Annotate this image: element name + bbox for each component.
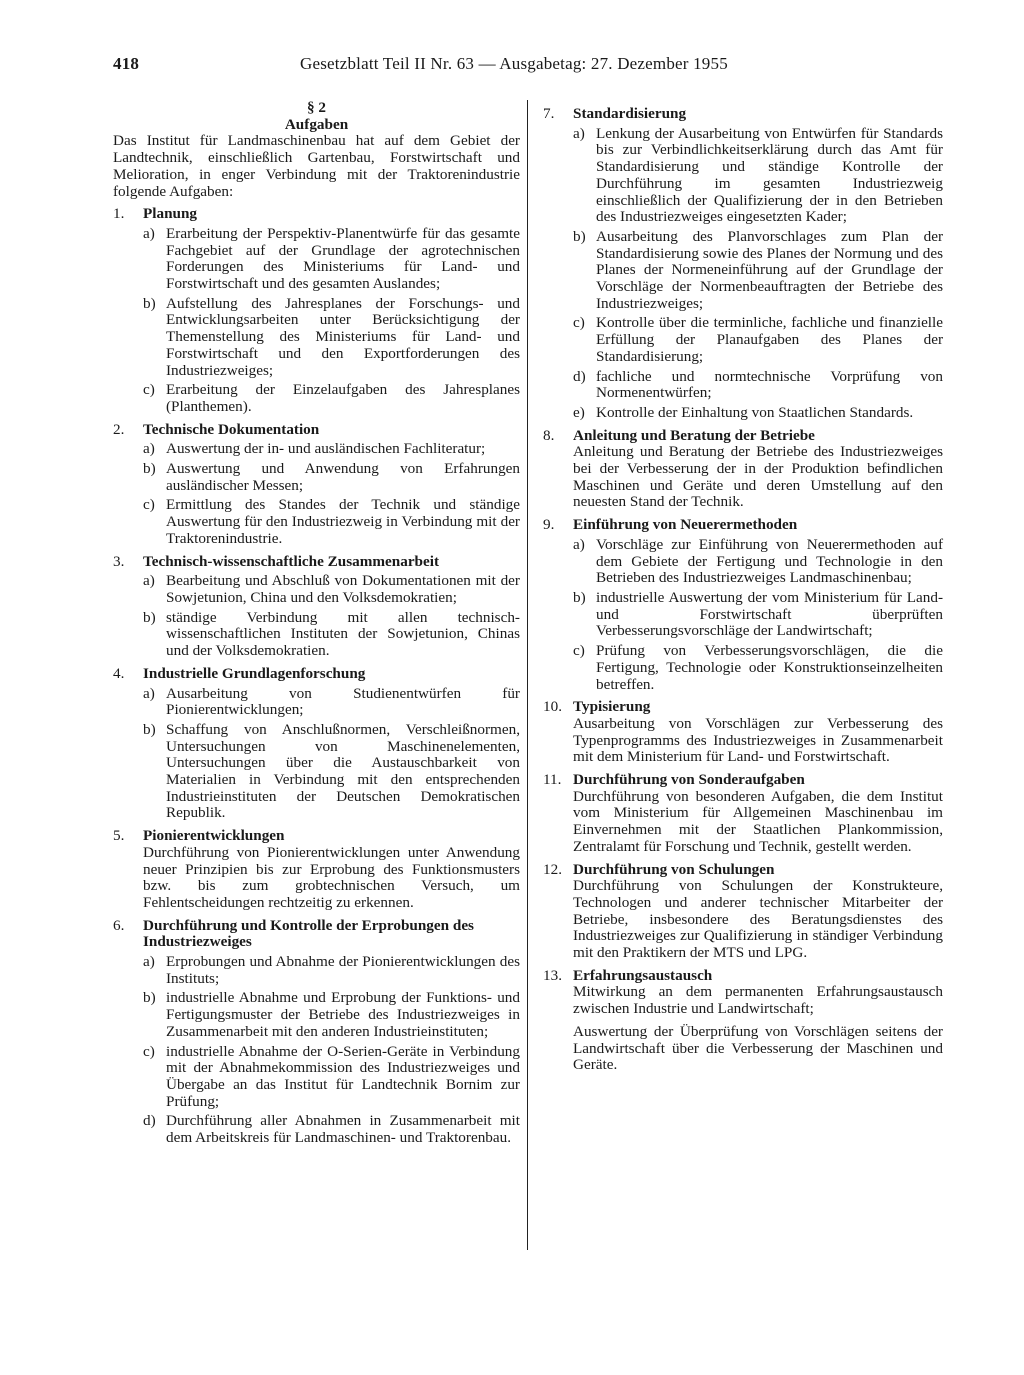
item-body: Mitwirkung an dem permanenten Erfahrungsaustausch zwischen Industrie und Landwirtschaft; — [573, 983, 943, 1018]
sub-item-label: b) — [143, 989, 156, 1007]
right-item-list — [543, 106, 943, 1074]
sub-item — [143, 461, 520, 494]
sub-item — [143, 610, 520, 660]
sub-item-text: industrielle Auswertung der vom Ministerium für Land- und Forstwirtschaft überprüften Verbesserungsvorschläge der Landwirtschaft; — [596, 588, 943, 640]
item-number: 8. — [543, 426, 555, 444]
item-heading: Anleitung und Beratung der Betriebe — [573, 426, 815, 444]
sub-item-label: d) — [573, 367, 586, 385]
sub-item — [573, 643, 943, 693]
item-number: 3. — [113, 552, 125, 570]
sub-item-label: b) — [143, 720, 156, 738]
sub-item — [143, 686, 520, 719]
page-number: 418 — [113, 54, 140, 73]
item-heading: Planung — [143, 205, 198, 223]
item-body: Auswertung der Überprüfung von Vorschlägen seitens der Landwirtschaft über die Verbesserung der Maschinen und Geräte. — [573, 1022, 943, 1074]
sub-item-label: a) — [573, 124, 585, 142]
sub-item-label: a) — [143, 440, 155, 458]
list-item — [113, 918, 520, 1147]
list-item — [113, 206, 520, 415]
list-item — [113, 554, 520, 660]
list-item — [543, 968, 943, 1074]
sub-item-label: d) — [143, 1112, 156, 1130]
sub-item-label: b) — [143, 608, 156, 626]
item-heading: Durchführung von Sonderaufgaben — [573, 771, 805, 789]
sub-item-label: c) — [143, 381, 155, 399]
sub-item-text: Ermittlung des Standes der Technik und ständige Auswertung für den Industriezweig in Verbindung mit der Traktorenindustrie. — [166, 496, 520, 547]
sub-item-text: Prüfung von Verbesserungsvorschlägen, die die Fertigung, Technologie oder Konstruktionseinzelheiten betreffen. — [596, 642, 943, 693]
item-body: Anleitung und Beratung der Betriebe des Industriezweiges bei der Verbesserung der in der Produktion befindlichen Maschinen und Geräte und deren Umstellung auf den neuesten Stand der Technik. — [573, 443, 943, 511]
sub-item-text: ständige Verbindung mit allen technisch-wissenschaftlichen Instituten der Sowjetunion, Chinas und der Volksdemokratien. — [166, 608, 520, 660]
sub-item-text: Aufstellung des Jahresplanes der Forschungs- und Entwicklungsarbeiten unter Berücksichtigung der Themenstellung des Ministeriums für Land- und Forstwirtschaft und den Exportforderungen des Industriezweiges; — [166, 294, 520, 379]
sub-item — [573, 537, 943, 587]
sub-item — [573, 126, 943, 226]
right-column — [543, 100, 943, 1074]
item-number: 6. — [113, 916, 125, 934]
list-item — [543, 772, 943, 856]
item-number: 9. — [543, 516, 555, 534]
item-heading: Technische Dokumentation — [143, 420, 320, 438]
left-item-list — [113, 206, 520, 1147]
item-number: 7. — [543, 105, 555, 122]
sub-item-text: Kontrolle der Einhaltung von Staatlichen Standards. — [596, 403, 914, 421]
left-column — [113, 100, 520, 1147]
sub-item-text: fachliche und normtechnische Vorprüfung von Normenentwürfen; — [596, 367, 943, 402]
sub-item — [143, 1044, 520, 1111]
sub-item-text: Schaffung von Anschlußnormen, Verschleißnormen, Untersuchungen von Maschinenelementen, Untersuchungen über die Austauschbarkeit von Materialien in Verbindung mit den entsprechenden Industrieinstituten der Deutschen Demokratischen Republik. — [166, 720, 520, 822]
sub-item-label: b) — [573, 588, 586, 606]
sub-item-label: c) — [573, 314, 585, 332]
sub-item-label: a) — [573, 535, 585, 553]
list-item — [543, 106, 943, 422]
item-number: 12. — [543, 860, 562, 878]
sub-item — [143, 1113, 520, 1146]
sub-item-label: b) — [573, 227, 586, 245]
item-heading: Typisierung — [573, 698, 651, 716]
sub-item-text: Durchführung aller Abnahmen in Zusammenarbeit mit dem Arbeitskreis für Landmaschinen- und Traktorenbau. — [166, 1112, 520, 1147]
page-header — [113, 54, 913, 80]
sub-item — [143, 573, 520, 606]
sub-item-text: Erarbeitung der Einzelaufgaben des Jahresplanes (Planthemen). — [166, 381, 520, 415]
sub-item-text: Erprobungen und Abnahme der Pionierentwicklungen des Instituts; — [166, 953, 520, 987]
gazette-title: Gesetzblatt Teil II Nr. 63 — Ausgabetag: 27. Dezember 1955 — [300, 54, 728, 73]
sub-item-text: Auswertung und Anwendung von Erfahrungen ausländischer Messen; — [166, 460, 520, 494]
sub-item — [573, 405, 943, 422]
list-item — [543, 699, 943, 766]
sub-item-label: c) — [143, 1042, 155, 1060]
item-number: 11. — [543, 771, 562, 789]
item-heading: Einführung von Neuerermethoden — [573, 516, 798, 534]
sub-item-text: Kontrolle über die terminliche, fachliche und finanzielle Erfüllung der Planaufgaben des Planes der Standardisierung; — [596, 314, 943, 365]
section-number: § 2 — [307, 99, 326, 116]
item-heading: Industrielle Grundlagenforschung — [143, 664, 366, 682]
sub-item-label: e) — [573, 403, 585, 421]
sub-item — [143, 296, 520, 380]
item-heading: Erfahrungsaustausch — [573, 966, 713, 984]
sub-item-label: b) — [143, 460, 156, 478]
sub-item-text: industrielle Abnahme und Erprobung der Funktions- und Fertigungsmuster der Betriebe des Industriezweiges in Zusammenarbeit mit den anderen Industrieinstituten; — [166, 989, 520, 1040]
sub-item-label: c) — [573, 642, 585, 660]
sub-item — [143, 497, 520, 547]
item-heading: Durchführung von Schulungen — [573, 860, 775, 878]
sub-item-text: Vorschläge zur Einführung von Neuerermethoden auf dem Gebiete der Fertigung und Technologie in den Betrieben des Industriezweiges Landmaschinenbau; — [596, 535, 943, 587]
sub-item-label: b) — [143, 294, 156, 312]
sub-item-text: Bearbeitung und Abschluß von Dokumentationen mit der Sowjetunion, China und den Volksdemokratien; — [166, 572, 520, 606]
sub-item-text: Ausarbeitung von Studienentwürfen für Pionierentwicklungen; — [166, 684, 520, 719]
sub-item-text: industrielle Abnahme der O-Serien-Geräte in Verbindung mit der Abnahmekommission des Industriezweiges und Übergabe an das Institut für Landtechnik Bornim zur Prüfung; — [166, 1042, 520, 1110]
list-item — [543, 428, 943, 512]
sub-item-text: Lenkung der Ausarbeitung von Entwürfen für Standards bis zur Verbindlichkeitserklärung durch das Amt für Standardisierung und ständige Kontrolle der Durchführung im gesamten Industriezweig einschließlich der Qualifizierung der in den Betrieben des Industriezweiges eingesetzten Kader; — [596, 124, 943, 226]
sub-item — [573, 315, 943, 365]
list-item — [113, 422, 520, 548]
sub-item-text: Erarbeitung der Perspektiv-Planentwürfe für das gesamte Fachgebiet auf der Grundlage der agrotechnischen Forderungen des Ministeriums für Land- und Forstwirtschaft und des gesamten Auslandes; — [166, 224, 520, 293]
section-intro: Das Institut für Landmaschinenbau hat auf dem Gebiet der Landtechnik, einschließlich Gartenbau, Forstwirtschaft und Melioration, in enger Verbindung mit der Traktorenindustrie folgende Aufgaben: — [113, 132, 520, 200]
sub-item-label: a) — [143, 953, 155, 971]
sub-item — [143, 441, 520, 458]
sub-item — [143, 990, 520, 1040]
sub-item — [143, 722, 520, 822]
item-heading: Standardisierung — [573, 105, 687, 122]
sub-item-label: a) — [143, 684, 155, 702]
list-item — [113, 666, 520, 822]
sub-item — [143, 954, 520, 987]
section-title: Aufgaben — [284, 115, 349, 133]
sub-item-text: Ausarbeitung des Planvorschlages zum Plan der Standardisierung sowie des Planes der Normung und des Planes der Normeneinführung auf der Grundlage der Vorschläge der Normenbeauftragten der Betriebe des Industriezweiges; — [596, 227, 943, 312]
item-number: 4. — [113, 664, 125, 682]
item-heading: Technisch-wissenschaftliche Zusammenarbeit — [143, 552, 440, 570]
item-body: Durchführung von Pionierentwicklungen unter Anwendung neuer Prinzipien bis zur Erprobung des Funktionsmusters bzw. bis zum grobtechnischen Versuch, um Fehlentscheidungen rechtzeitig zu erkennen. — [143, 843, 520, 911]
sub-item-label: c) — [143, 496, 155, 514]
item-number: 1. — [113, 205, 125, 223]
item-number: 13. — [543, 966, 562, 984]
sub-item — [573, 590, 943, 640]
sub-item-text: Auswertung der in- und ausländischen Fachliteratur; — [166, 440, 486, 458]
item-number: 2. — [113, 420, 125, 438]
sub-item — [573, 229, 943, 313]
list-item — [543, 517, 943, 693]
list-item — [113, 828, 520, 912]
item-number: 5. — [113, 827, 125, 845]
sub-item — [143, 226, 520, 293]
sub-item — [573, 369, 943, 402]
column-divider — [527, 100, 528, 1250]
item-body: Durchführung von besonderen Aufgaben, die dem Institut vom Ministerium für Allgemeinen Maschinenbau im Einvernehmen mit der Staatlichen Plankommission, Zentralamt für Forschung und Technik, gestellt werden. — [573, 787, 943, 855]
sub-item — [143, 382, 520, 415]
item-body: Durchführung von Schulungen der Konstrukteure, Technologen und anderer technischer Mitarbeiter der Betriebe, insbesondere des Beratungsdienstes des Industriezweiges zur Qualifizierung in ständiger Verbindung mit den Praktikern der MTS und LPG. — [573, 877, 943, 962]
item-heading: Durchführung und Kontrolle der Erprobungen des Industriezweiges — [143, 916, 474, 951]
sub-item-label: a) — [143, 224, 155, 242]
item-number: 10. — [543, 698, 562, 716]
list-item — [543, 862, 943, 962]
item-heading: Pionierentwicklungen — [143, 827, 285, 845]
sub-item-label: a) — [143, 572, 155, 590]
item-body: Ausarbeitung von Vorschlägen zur Verbesserung des Typenprogramms des Industriezweiges in Zusammenarbeit mit dem Ministerium für Land- und Forstwirtschaft. — [573, 714, 943, 766]
